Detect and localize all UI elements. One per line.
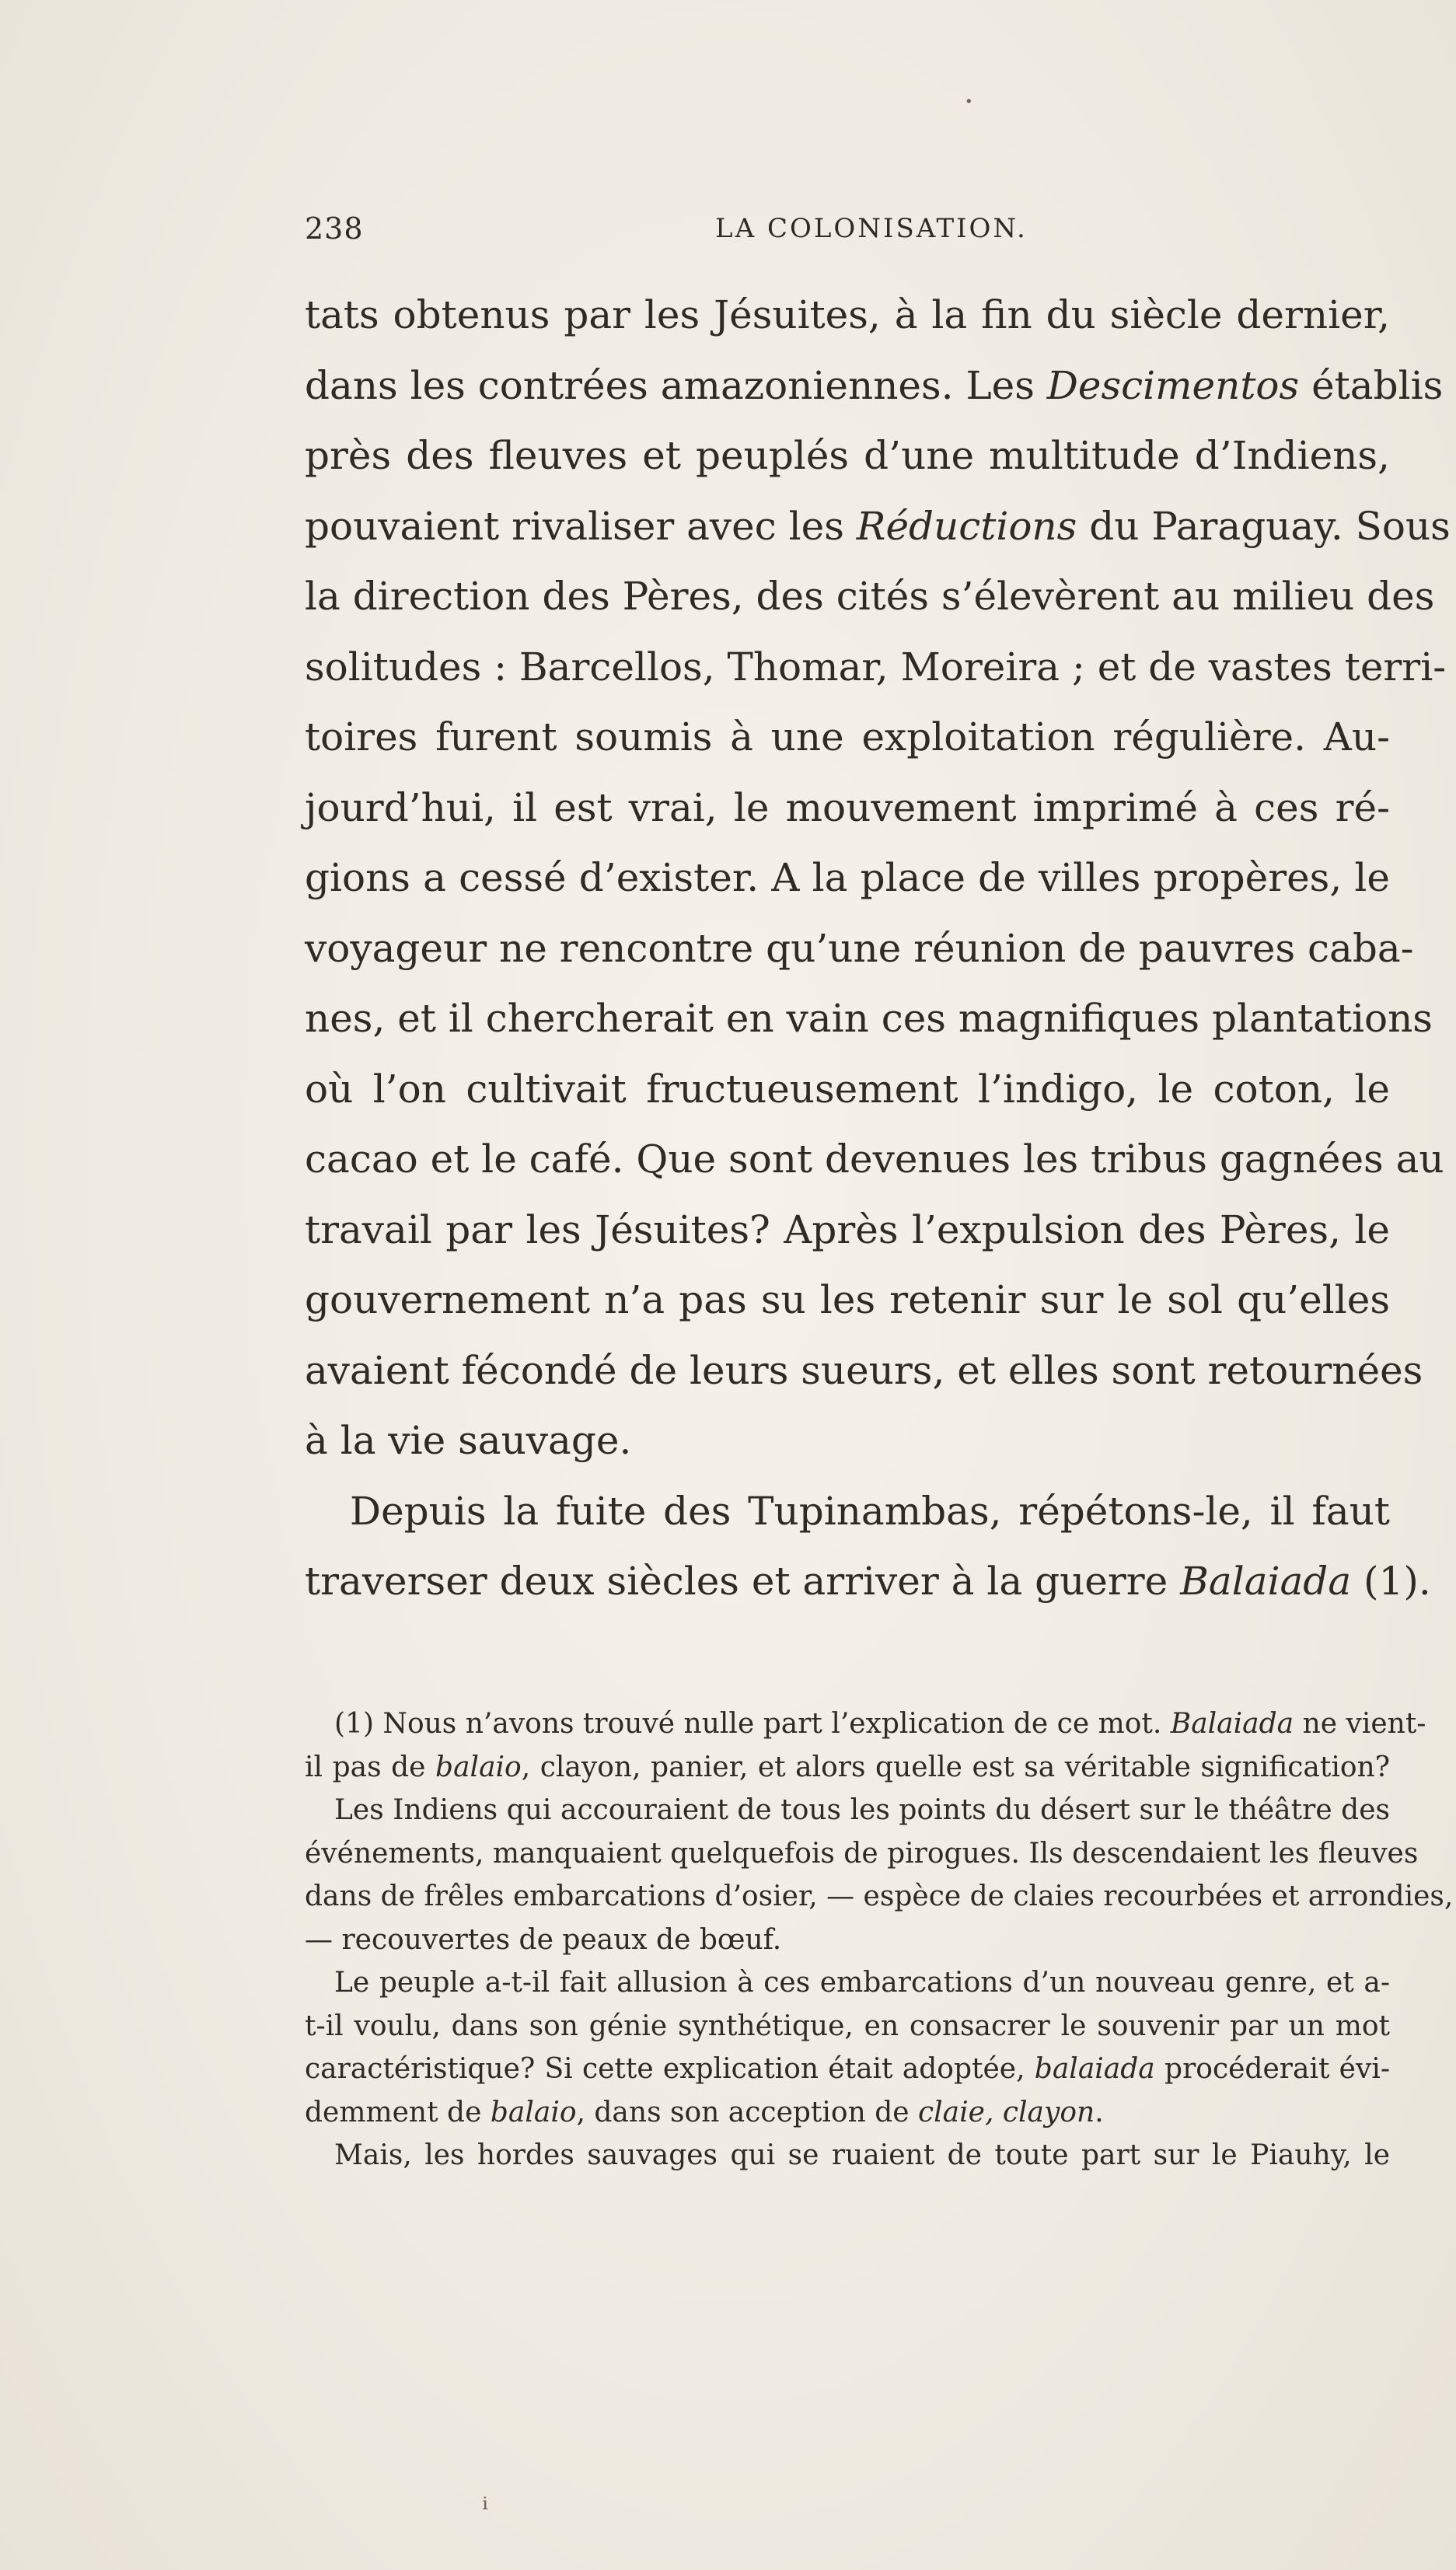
text-line: jourd’hui, il est vrai, le mouvement imprimé à ces ré- (305, 784, 1390, 830)
text-line: toires furent soumis à une exploitation régulière. Au- (305, 714, 1390, 759)
text-line: tats obtenus par les Jésuites, à la fin du siècle dernier, (305, 292, 1390, 337)
text-line: avaient fécondé de leurs sueurs, et elles sont retournées (305, 1347, 1423, 1393)
footnote-line: Les Indiens qui accouraient de tous les points du désert sur le théâtre des (334, 1794, 1390, 1826)
footnote-line: événements, manquaient quelquefois de pirogues. Ils descendaient les fleuves (305, 1837, 1419, 1870)
footnote-line: il pas de balaio, clayon, panier, et alors quelle est sa véritable signification? (305, 1751, 1390, 1783)
text-line: gions a cessé d’exister. A la place de villes propères, le (305, 855, 1390, 900)
running-title: LA COLONISATION. (715, 213, 1028, 244)
text-line: Depuis la fuite des Tupinambas, répétons-le, il faut (350, 1488, 1390, 1534)
footnote-line: caractéristique? Si cette explication était adoptée, balaiada procéderait évi- (305, 2053, 1391, 2085)
text-line: solitudes : Barcellos, Thomar, Moreira ; et de vastes terri- (305, 644, 1447, 690)
text-line: la direction des Pères, des cités s’élevèrent au milieu des (305, 574, 1435, 619)
footnote-line: (1) Nous n’avons trouvé nulle part l’explication de ce mot. Balaiada ne vient- (334, 1708, 1426, 1740)
footnote-line: — recouvertes de peaux de bœuf. (305, 1923, 782, 1956)
text-line: cacao et le café. Que sont devenues les tribus gagnées au (305, 1137, 1444, 1182)
text-line: voyageur ne rencontre qu’une réunion de pauvres caba- (305, 925, 1414, 971)
text-line: près des fleuves et peuplés d’une multitude d’Indiens, (305, 433, 1390, 478)
main-text (305, 280, 1451, 1617)
footnote (305, 1702, 1454, 2177)
text-line: traverser deux siècles et arriver à la guerre Balaiada (1). (305, 1559, 1431, 1604)
text-line: travail par les Jésuites? Après l’expulsion des Pères, le (305, 1206, 1390, 1252)
footnote-line: Mais, les hordes sauvages qui se ruaient de toute part sur le Piauhy, le (334, 2139, 1390, 2171)
page-number: 238 (305, 211, 364, 246)
text-line: où l’on cultivait fructueusement l’indigo, le coton, le (305, 1066, 1390, 1112)
text-line: nes, et il chercherait en vain ces magnifiques plantations (305, 996, 1433, 1041)
footnote-line: t-il voulu, dans son génie synthétique, en consacrer le souvenir par un mot (305, 2010, 1390, 2042)
footnote-line: Le peuple a-t-il fait allusion à ces embarcations d’un nouveau genre, et a- (334, 1967, 1390, 1999)
ink-speck: ⁱ (482, 2491, 489, 2527)
text-line: à la vie sauvage. (305, 1418, 632, 1463)
text-line: gouvernement n’a pas su les retenir sur le sol qu’elles (305, 1277, 1390, 1322)
ink-speck: · (964, 84, 974, 120)
footnote-line: demment de balaio, dans son acception de claie, clayon. (305, 2096, 1104, 2128)
text-line: dans les contrées amazoniennes. Les Descimentos établis (305, 362, 1444, 408)
text-line: pouvaient rivaliser avec les Réductions du Paraguay. Sous (305, 503, 1451, 549)
footnote-line: dans de frêles embarcations d’osier, — espèce de claies recourbées et arrondies, (305, 1880, 1454, 1912)
